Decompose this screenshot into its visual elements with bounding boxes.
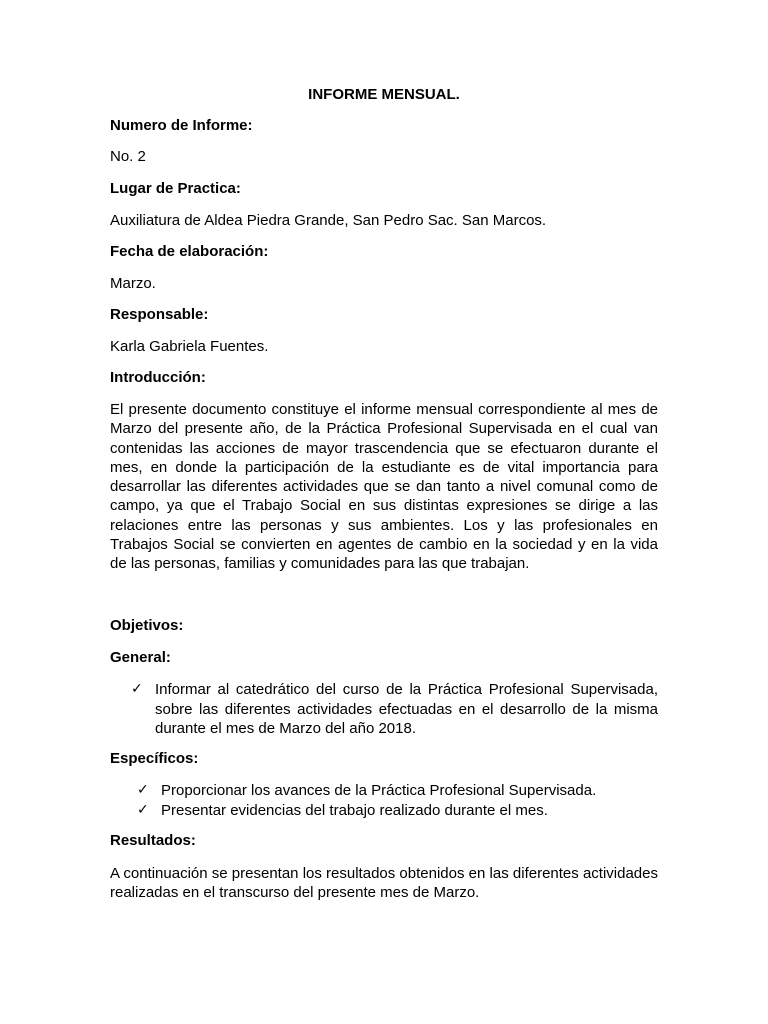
resultados-paragraph: A continuación se presentan los resultados obtenidos en las diferentes actividades realizadas en el transcurso del presente mes de Marzo. bbox=[110, 865, 658, 902]
document-title: INFORME MENSUAL. bbox=[308, 86, 460, 103]
checkmark-icon: ✓ bbox=[131, 681, 143, 697]
lugar-label: Lugar de Practica: bbox=[110, 180, 241, 197]
introduccion-paragraph: El presente documento constituye el informe mensual correspondiente al mes de Marzo del presente año, de la Práctica Profesional Supervisada en el cual van contenidas las acciones de mayor trascendencia que se efectuaron durante el mes, en donde la participación de la estudiante es de vital importancia para desarrollar las diferentes actividades que se dan tanto a nivel comunal como de campo, ya que el Trabajo Social en sus distintas expresiones se dirige a las relaciones entre las personas y sus ambientes. Los y las profesionales en Trabajos Social se convierten en agentes de cambio en la sociedad y en la vida de las personas, familias y comunidades para las que trabajan. bbox=[110, 401, 658, 573]
specific-objective-text: Proporcionar los avances de la Práctica Profesional Supervisada. bbox=[161, 782, 597, 799]
responsable-label: Responsable: bbox=[110, 306, 209, 323]
specific-objective-text: Presentar evidencias del trabajo realizado durante el mes. bbox=[161, 801, 548, 819]
numero-label: Numero de Informe: bbox=[110, 117, 253, 134]
fecha-label: Fecha de elaboración: bbox=[110, 243, 269, 260]
general-objectives-list bbox=[131, 680, 658, 739]
numero-value: No. 2 bbox=[110, 148, 146, 165]
general-label: General: bbox=[110, 649, 171, 666]
fecha-value: Marzo. bbox=[110, 275, 156, 292]
introduccion-label: Introducción: bbox=[110, 369, 206, 386]
checkmark-icon: ✓ bbox=[137, 782, 149, 798]
list-item bbox=[137, 801, 658, 821]
lugar-value: Auxiliatura de Aldea Piedra Grande, San Pedro Sac. San Marcos. bbox=[110, 212, 547, 229]
especificos-label: Específicos: bbox=[110, 750, 199, 767]
resultados-label: Resultados: bbox=[110, 832, 196, 849]
objetivos-label: Objetivos: bbox=[110, 617, 184, 634]
responsable-value: Karla Gabriela Fuentes. bbox=[110, 338, 269, 355]
list-item bbox=[131, 680, 658, 739]
checkmark-icon: ✓ bbox=[137, 801, 149, 818]
general-objective-text: Informar al catedrático del curso de la Práctica Profesional Supervisada, sobre las diferentes actividades efectuadas en el desarrollo de la misma durante el mes de Marzo del año 2018. bbox=[155, 681, 658, 737]
specific-objectives-list bbox=[137, 781, 658, 820]
list-item bbox=[137, 781, 658, 801]
